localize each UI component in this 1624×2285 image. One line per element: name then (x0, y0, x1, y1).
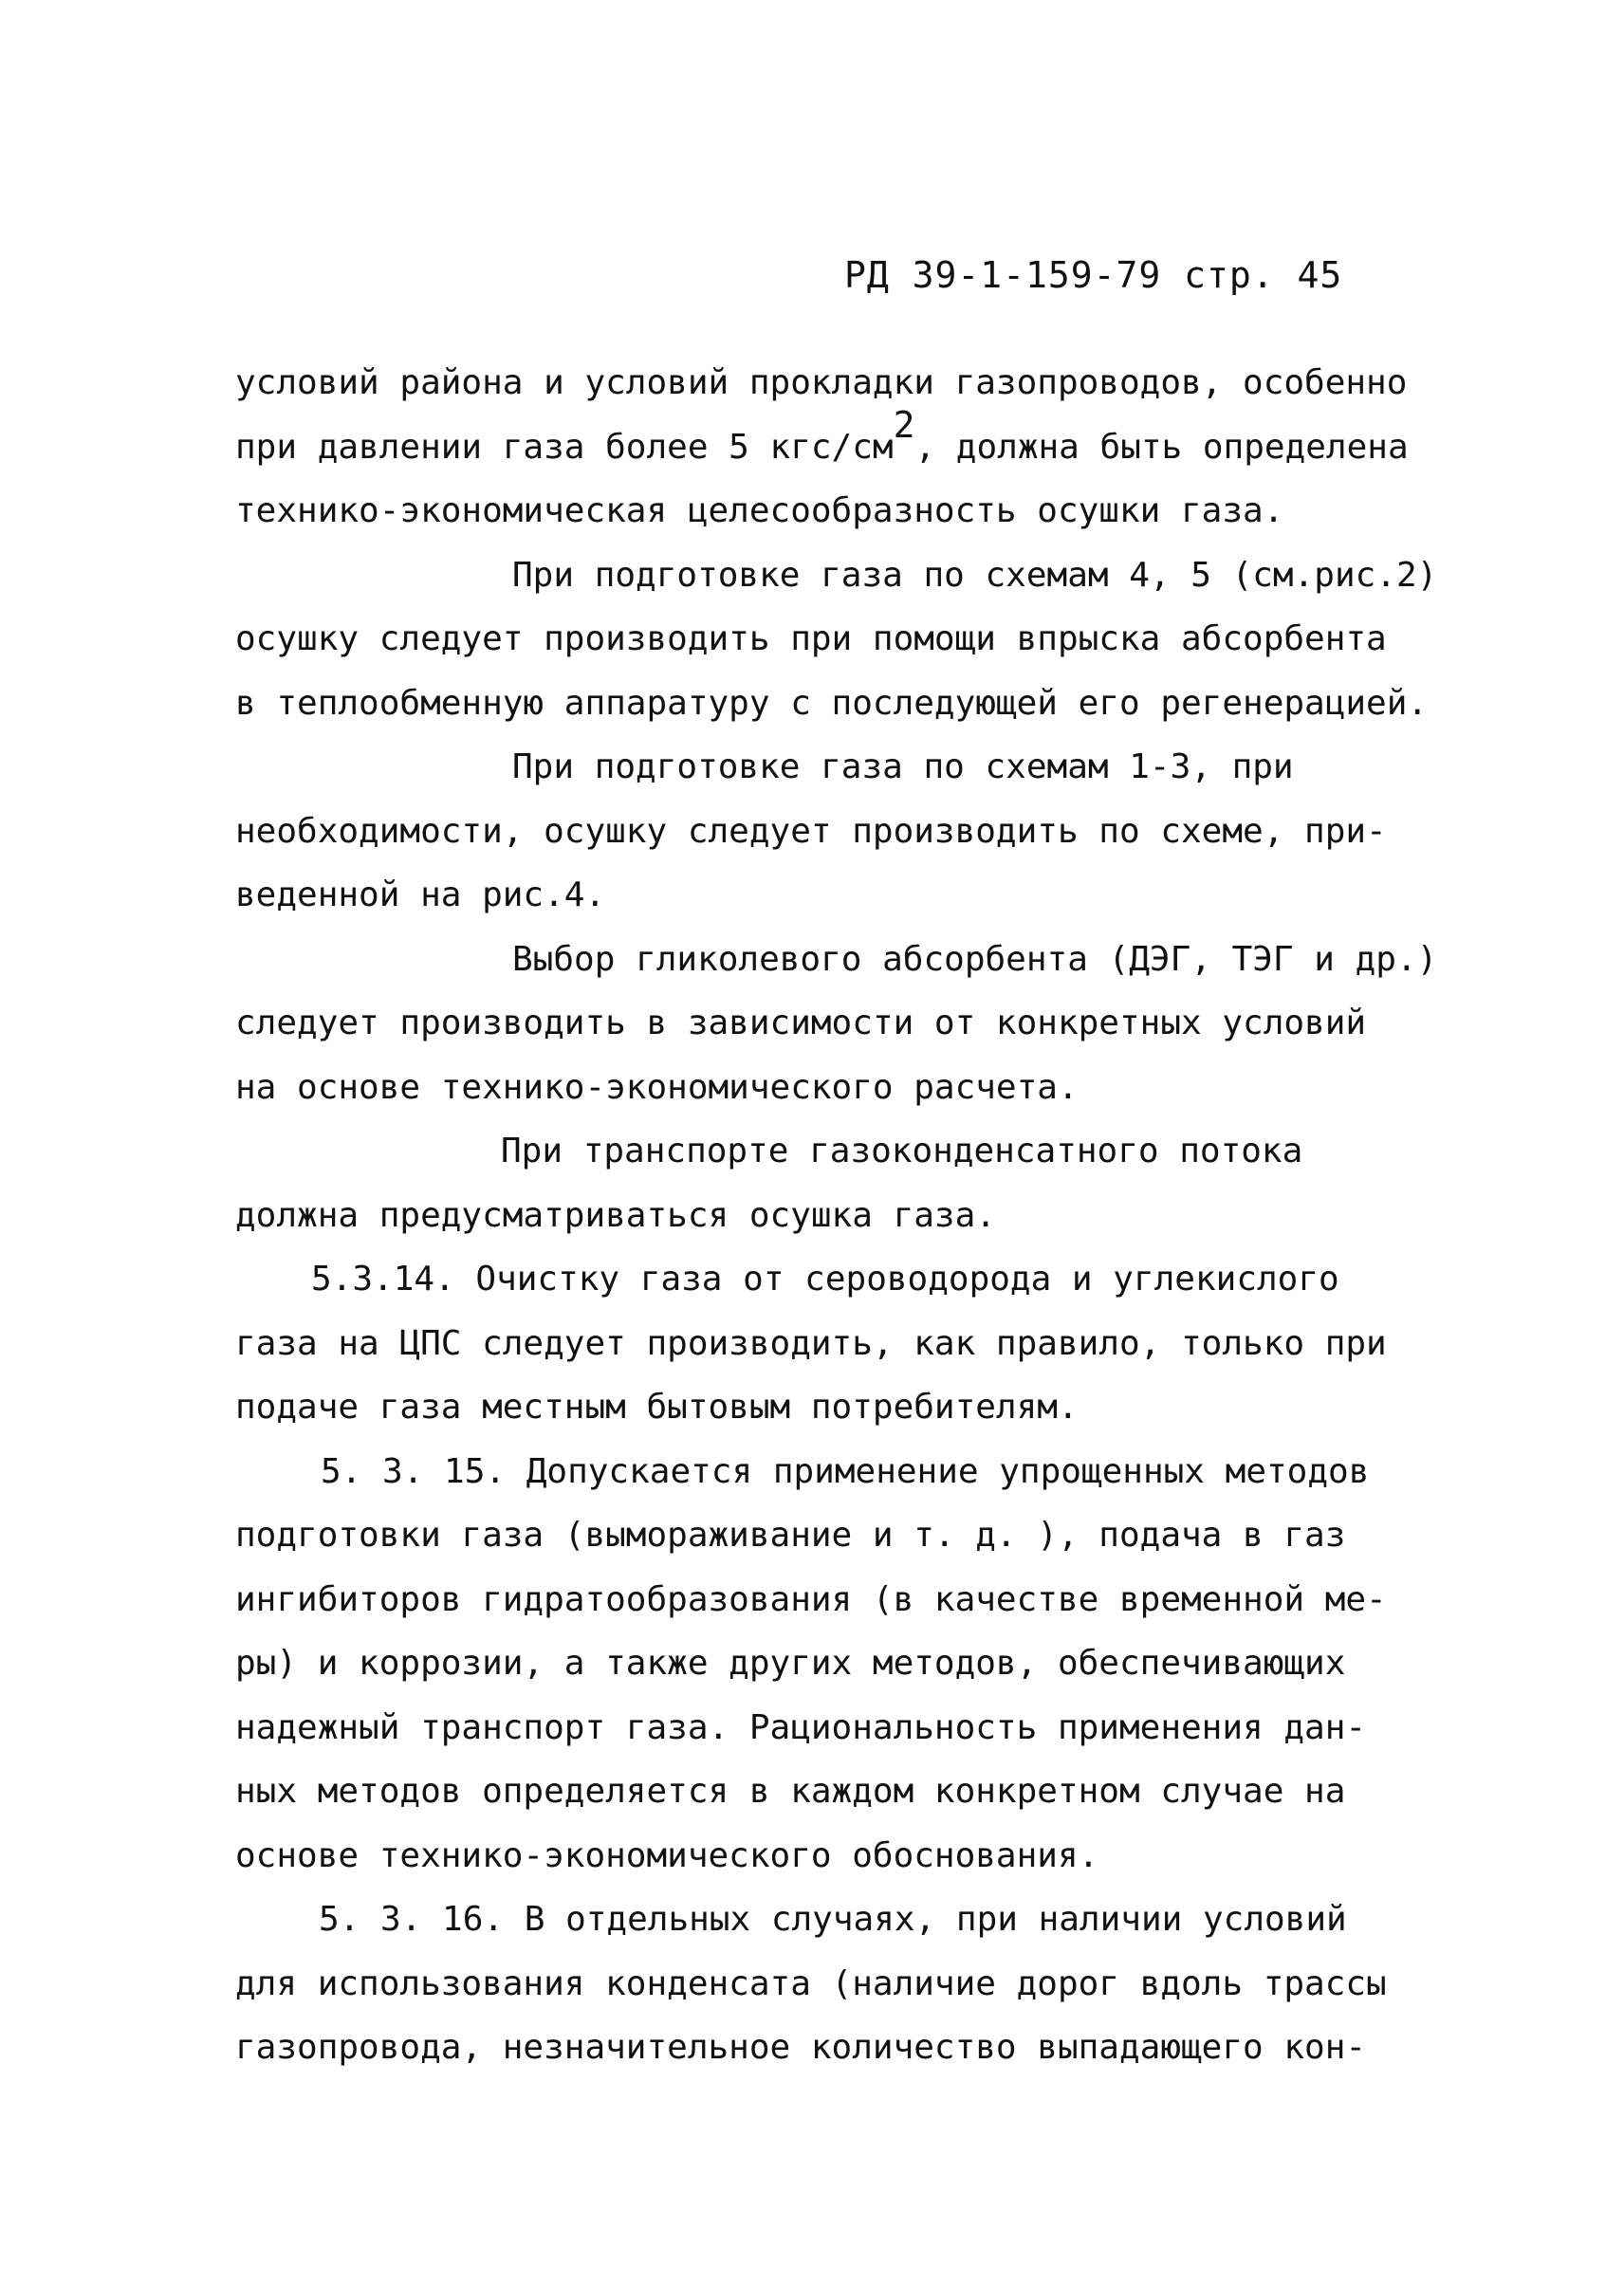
text-line: веденной на рис.4. (235, 875, 606, 914)
text-line: При транспорте газоконденсатного потока (501, 1132, 1303, 1170)
text-line-part: при давлении газа более 5 кгс/см (235, 427, 894, 467)
text-line: ры) и коррозии, а также других методов, обеспечивающих (235, 1644, 1346, 1683)
superscript: 2 (893, 403, 915, 446)
text-line-part: , должна быть определена (914, 427, 1409, 467)
text-line: При подготовке газа по схемам 1-3, при (512, 747, 1294, 786)
text-line: условий района и условий прокладки газопроводов, особенно (235, 363, 1408, 402)
page-header: РД 39-1-159-79 стр. 45 (844, 254, 1343, 296)
text-line: газа на ЦПС следует производить, как правило, только при (235, 1323, 1387, 1363)
text-line: в теплообменную аппаратуру с последующей его регенерацией. (235, 683, 1429, 723)
text-line: 5. 3. 16. В отдельных случаях, при наличии условий (319, 1900, 1347, 1939)
text-line: основе технико-экономического обоснования. (235, 1835, 1099, 1875)
text-line: ингибиторов гидратообразования (в качестве временной ме- (235, 1579, 1387, 1619)
text-line (235, 403, 1468, 480)
text-line: необходимости, осушку следует производить по схеме, при- (235, 811, 1387, 851)
text-line: При подготовке газа по схемам 4, 5 (см.рис.2) (512, 555, 1438, 595)
text-line: для использования конденсата (наличие дорог вдоль трассы (235, 1963, 1387, 2003)
text-line: надежный транспорт газа. Рациональность применения дан- (235, 1707, 1367, 1747)
text-line: должна предусматриваться осушка газа. (235, 1195, 996, 1235)
text-line: осушку следует производить при помощи впрыска абсорбента (235, 619, 1387, 658)
text-line: на основе технико-экономического расчета. (235, 1067, 1079, 1107)
text-line: следует производить в зависимости от конкретных условий (235, 1004, 1367, 1042)
text-line: 5. 3. 15. Допускается применение упрощенных методов (321, 1451, 1370, 1491)
text-line: ных методов определяется в каждом конкретном случае на (235, 1772, 1346, 1811)
text-line: газопровода, незначительное количество выпадающего кон- (235, 2028, 1367, 2067)
text-line: 5.3.14. Очистку газа от сероводорода и углекислого (311, 1260, 1339, 1299)
text-line: технико-экономическая целесообразность осушки газа. (235, 491, 1284, 530)
text-line: Выбор гликолевого абсорбента (ДЭГ, ТЭГ и др.) (512, 939, 1438, 979)
text-line: подготовки газа (вымораживание и т. д. ), подача в газ (235, 1516, 1346, 1555)
text-line: подаче газа местным бытовым потребителям. (235, 1388, 1079, 1427)
document-body (235, 351, 1468, 2080)
